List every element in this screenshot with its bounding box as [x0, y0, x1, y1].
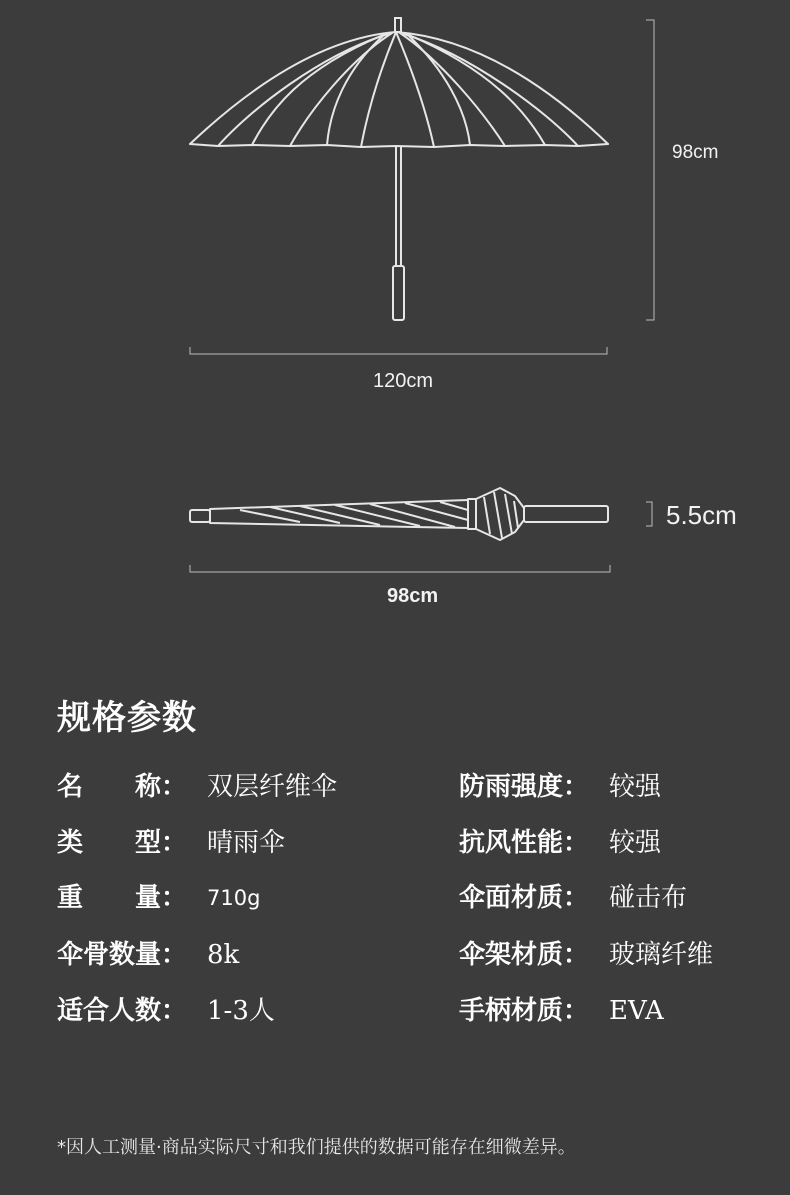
open-width-label: 120cm: [373, 370, 434, 392]
spec-value: 8k: [207, 940, 240, 970]
measurement-disclaimer: *因人工测量·商品实际尺寸和我们提供的数据可能存在细微差异。: [57, 1137, 576, 1158]
spec-label: 伞面材质：: [459, 883, 590, 913]
spec-label: 手柄材质：: [459, 996, 590, 1026]
closed-length-label: 98cm: [387, 585, 439, 607]
spec-label: 类 型：: [57, 828, 188, 858]
spec-value: 较强: [609, 828, 662, 858]
spec-label: 防雨强度：: [459, 772, 590, 802]
spec-value: 碰击布: [609, 883, 688, 913]
specs-title: 规格参数: [57, 698, 197, 738]
closed-diameter-label: 5.5cm: [666, 500, 737, 530]
spec-value: 双层纤维伞: [207, 772, 338, 802]
spec-label: 伞架材质：: [459, 940, 590, 970]
open-height-label: 98cm: [672, 142, 719, 163]
spec-label: 抗风性能：: [459, 828, 590, 858]
spec-value: 晴雨伞: [207, 828, 286, 858]
spec-value: 较强: [609, 772, 662, 802]
spec-label: 适合人数：: [57, 996, 188, 1026]
spec-value: EVA: [609, 996, 664, 1026]
spec-value: 玻璃纤维: [609, 940, 714, 970]
spec-label: 名 称：: [57, 772, 188, 802]
spec-value: 710g: [207, 886, 261, 910]
spec-label: 重 量：: [57, 883, 188, 913]
spec-value: 1-3人: [207, 996, 275, 1026]
spec-label: 伞骨数量：: [57, 940, 188, 970]
